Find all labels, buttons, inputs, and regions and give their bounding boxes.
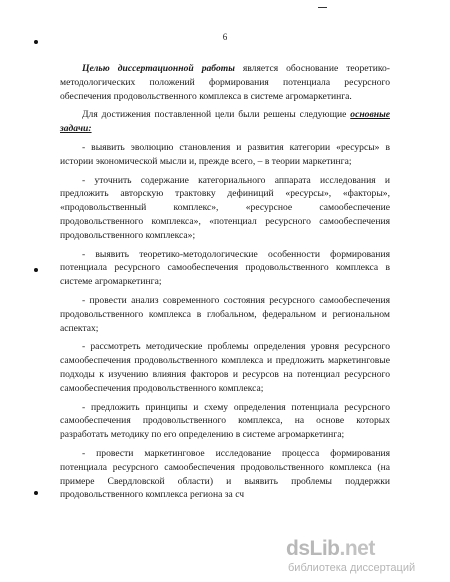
paragraph-goal [60,62,390,103]
task-item: - рассмотреть методические проблемы определения уровня ресурсного самообеспечения продовольственного комплекса и предложить маркетинговые подходы к изучению влияния факторов и ресурсов на потенциал ресурсного самообеспечения продовольственного комплекса; [60,341,390,394]
goal-text: является обоснование теоретико-методологических положений формирования потенциала ресурсного обеспечения продовольственного комплекса в системе агромаркетинга. [60,63,390,102]
scan-mark [318,7,327,8]
paragraph-tasks-intro [60,108,390,136]
tasks-intro-italic: основные задачи: [60,109,390,135]
dslib-logo: dsLib .net [286,537,375,560]
watermark-subtitle: библиотека диссертаций [288,562,416,574]
punch-hole-mark [34,268,38,272]
page-number: 6 [222,32,228,42]
task-item: - провести анализ современного состояния ресурсного самообеспечения продовольственного комплекса в глобальном, федеральном и региональном аспектах; [60,294,390,334]
document-body [60,62,390,507]
tasks-intro-text: Для достижения поставленной цели были решены следующие [82,109,351,121]
task-item: - предложить принципы и схему определения потенциала ресурсного самообеспечения продовольственного комплекса, на основе которых разработать методику по его определению в системе агромаркетинга; [60,401,390,441]
task-item: - провести маркетинговое исследование процесса формирования потенциала ресурсного самообеспечения продовольственного комплекса (на примере Свердловской области) и выявить проблемы поддержки продовольственного комплекса региона за сч [60,447,390,501]
punch-hole-mark [34,491,38,495]
goal-lead: Целью диссертационной работы [82,63,235,74]
dslib-watermark[interactable] [286,537,436,577]
task-item: - уточнить содержание категориального аппарата исследования и предложить авторскую трактовку дефиниций «ресурсы», «факторы», «продовольственный комплекс», «ресурсное самообеспечение продовольственного комплекса», «потенциал ресурсного самообеспечения продовольственного комплекса»; [60,174,390,241]
task-item: - выявить теоретико-методологические особенности формирования потенциала ресурсного самообеспечения продовольственного комплекса в системе агромаркетинга; [60,248,390,288]
task-item: - выявить эволюцию становления и развития категории «ресурсы» в истории экономической мысли и, прежде всего, – в теории маркетинга; [60,141,390,167]
